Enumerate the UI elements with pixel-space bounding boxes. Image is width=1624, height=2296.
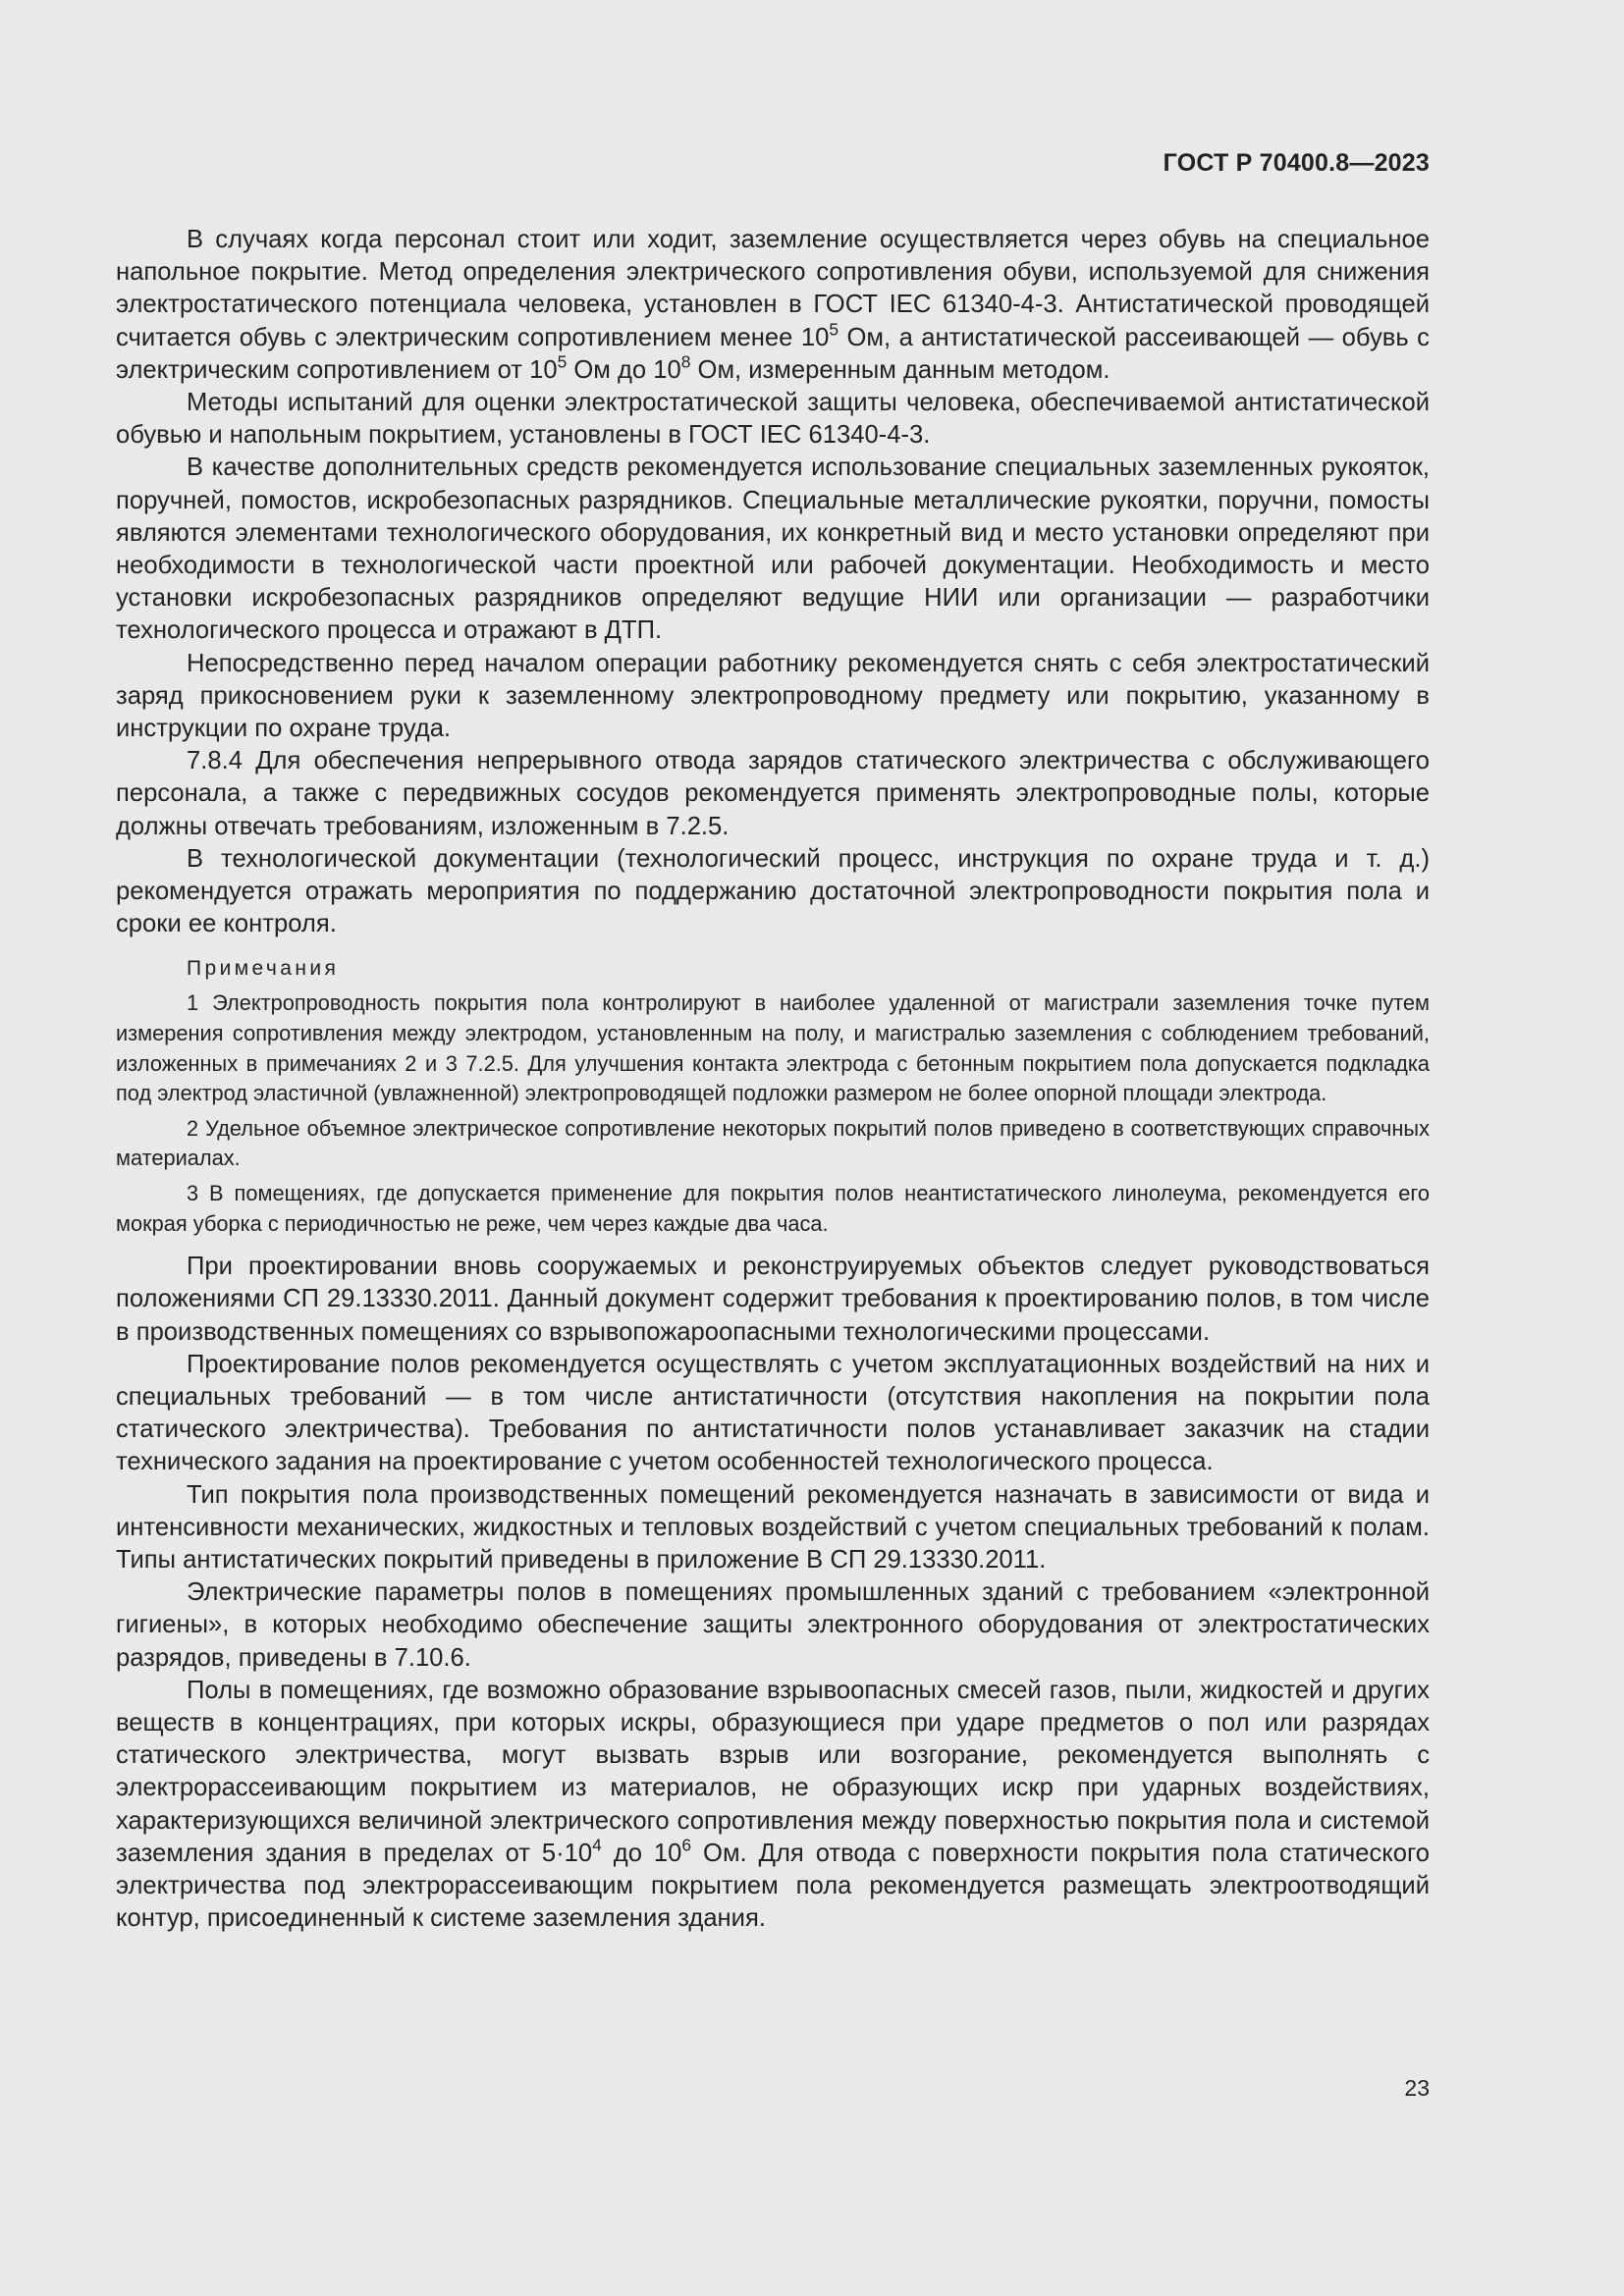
superscript-exponent: 5 <box>557 351 568 372</box>
paragraph-floor-covering-type <box>116 1479 1430 1577</box>
superscript-exponent: 5 <box>829 319 839 340</box>
text-run: Электрические параметры полов в помещениях промышленных зданий с требованием «электронной гигиены», в которых необходимо обеспечение защиты электронного оборудования от электростатических разрядов, приведены в 7.10.6. <box>116 1578 1430 1672</box>
superscript-exponent: 4 <box>592 1835 602 1855</box>
paragraph-discharge-before-operation <box>116 648 1430 746</box>
text-run: Тип покрытия пола производственных помещений рекомендуется назначать в зависимости от вида и интенсивности механических, жидкостных и тепловых воздействий с учетом специальных требований к полам. Типы антистатических покрытий приведены в приложение В СП 29.13330.2011. <box>116 1480 1430 1575</box>
text-run: до 10 <box>601 1839 682 1867</box>
paragraph-design-sp <box>116 1251 1430 1349</box>
page-number: 23 <box>1404 2075 1430 2101</box>
superscript-exponent: 6 <box>681 1835 692 1855</box>
note-item-1: 1 Электропроводность покрытия пола контролируют в наиболее удаленной от магистрали заземления точке путем измерения сопротивления между электродом, установленным на полу, и магистралью заземления с соблюдением требований, изложенных в примечаниях 2 и 3 7.2.5. Для улучшения контакта электрода с бетонным покрытием пола допускается подкладка под электрод эластичной (увлажненной) электропроводящей подложки размером не более опорной площади электрода. <box>116 990 1430 1106</box>
paragraph-explosive-areas <box>116 1675 1430 1936</box>
text-run: Непосредственно перед началом операции работнику рекомендуется снять с себя электростатический заряд прикосновением руки к заземленному электропроводному предмету или покрытию, указанному в инструкции по охране труда. <box>116 649 1430 743</box>
superscript-exponent: 8 <box>680 351 691 372</box>
paragraph-technological-documentation <box>116 843 1430 941</box>
notes-heading: Примечания <box>187 957 340 981</box>
paragraph-test-methods <box>116 387 1430 452</box>
text-run: Методы испытаний для оценки электростатической защиты человека, обеспечиваемой антистатической обувью и напольным покрытием, установлены в ГОСТ IEC 61340-4-3. <box>116 389 1430 450</box>
text-run: Ом. Для отвода с поверхности покрытия пола статического электричества под электрорассеивающим покрытием пола рекомендуется размещать электроотводящий контур, присоединенный к системе заземления здания. <box>116 1839 1430 1933</box>
note-item-3: 3 В помещениях, где допускается применение для покрытия полов неантистатического линолеума, рекомендуется его мокрая уборка с периодичностью не реже, чем через каждые два часа. <box>116 1181 1430 1236</box>
document-code-header: ГОСТ Р 70400.8—2023 <box>1163 149 1430 177</box>
paragraph-footwear-grounding <box>116 224 1430 387</box>
text-run: В качестве дополнительных средств рекомендуется использование специальных заземленных рукояток, поручней, помостов, искробезопасных разрядников. Специальные металлические рукоятки, поручни, помосты являются элементами технологического оборудования, их конкретный вид и место установки определяют при необходимости в технологической части проектной или рабочей документации. Необходимость и место установки искробезопасных разрядников определяют ведущие НИИ или организации — разработчики технологического процесса и отражают в ДТП. <box>116 454 1430 645</box>
paragraph-floor-design <box>116 1349 1430 1479</box>
text-run: Ом до 10 <box>567 355 681 384</box>
text-run: Проектирование полов рекомендуется осуществлять с учетом эксплуатационных воздействий на них и специальных требований — в том числе антистатичности (отсутствия накопления на покрытии пола статического электричества). Требования по антистатичности полов устанавливает заказчик на стадии технического задания на проектирование с учетом особенностей технологического процесса. <box>116 1350 1430 1476</box>
paragraph-clause-7-8-4 <box>116 745 1430 843</box>
text-run: Ом, а антистатической рассеивающей — обувь с электрическим сопротивлением от 10 <box>116 323 1430 384</box>
paragraph-additional-means <box>116 452 1430 647</box>
text-run: 7.8.4 Для обеспечения непрерывного отвода зарядов статического электричества с обслуживающего персонала, а также с передвижных сосудов рекомендуется применять электропроводные полы, которые должны отвечать требованиям, изложенным в 7.2.5. <box>116 747 1430 840</box>
text-run: В случаях когда персонал стоит или ходит, заземление осуществляется через обувь на специальное напольное покрытие. Метод определения электрического сопротивления обуви, используемой для снижения электростатического потенциала человека, установлен в ГОСТ IEC 61340-4-3. Антистатической проводящей считается обувь с электрическим сопротивлением менее 10 <box>116 226 1430 351</box>
text-run: При проектировании вновь сооружаемых и реконструируемых объектов следует руководствоваться положениями СП 29.13330.2011. Данный документ содержит требования к проектированию полов, в том числе в производственных помещениях со взрывопожароопасными технологическими процессами. <box>116 1253 1430 1346</box>
paragraph-electronic-hygiene <box>116 1576 1430 1675</box>
text-run: Ом, измеренным данным методом. <box>690 355 1110 384</box>
note-item-2: 2 Удельное объемное электрическое сопротивление некоторых покрытий полов приведено в соответствующих справочных материалах. <box>116 1115 1430 1171</box>
document-page <box>116 0 1430 2296</box>
document-body <box>116 224 1430 1935</box>
text-run: Полы в помещениях, где возможно образование взрывоопасных смесей газов, пыли, жидкостей и других веществ в концентрациях, при которых искры, образующиеся при ударе предметов о пол или разрядах статического электричества, могут вызвать взрыв или возгорание, рекомендуется выполнять с электрорассеивающим покрытием из материалов, не образующих искр при ударных воздействиях, характеризующихся величиной электрического сопротивления между поверхностью покрытия пола и системой заземления здания в пределах от 5·10 <box>116 1676 1430 1867</box>
text-run: В технологической документации (технологический процесс, инструкция по охране труда и т. д.) рекомендуется отражать мероприятия по поддержанию достаточной электропроводности покрытия пола и сроки ее контроля. <box>116 844 1430 938</box>
